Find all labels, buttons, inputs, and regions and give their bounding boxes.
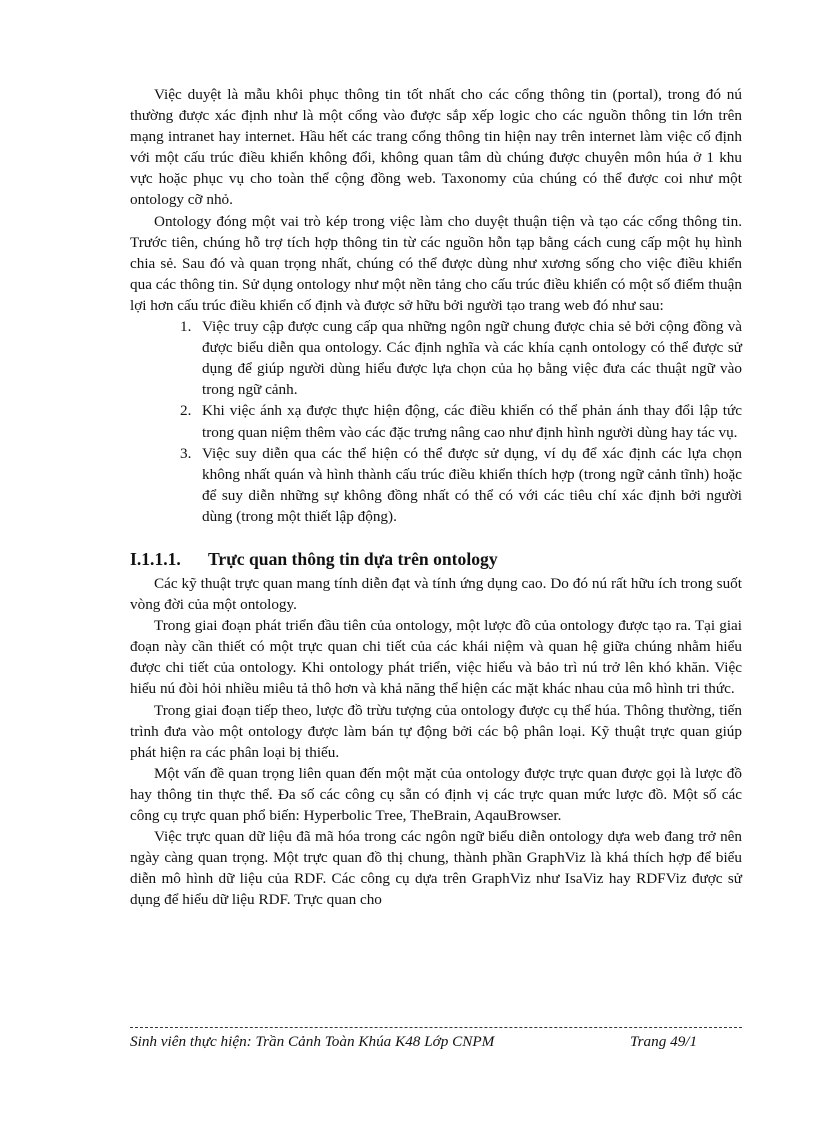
list-item — [130, 316, 742, 400]
section-number: I.1.1.1. — [130, 548, 181, 569]
list-item-text: Khi việc ánh xạ được thực hiện động, các điều khiển có thể phản ánh thay đổi lập tức trong quan niệm thêm vào các đặc trưng nâng cao như định hình người dùng hay tác vụ. — [202, 402, 742, 441]
document-page — [130, 84, 742, 910]
body-paragraph: Trong giai đoạn tiếp theo, lược đồ trừu tượng của ontology được cụ thể húa. Thông thường, tiến trình đưa vào một ontology được làm bán tự động bởi các bộ phân loại. Kỹ thuật trực quan giúp phát hiện ra các phân loại bị thiếu. — [130, 701, 742, 761]
list-item-number: 3. — [180, 444, 192, 462]
footer-author: Sinh viên thực hiện: Trần Cảnh Toàn Khúa K48 Lớp CNPM — [130, 1033, 495, 1050]
footer-page-number: Trang 49/1 — [630, 1033, 698, 1050]
body-paragraph: Một vấn đề quan trọng liên quan đến một mặt của ontology được trực quan được gọi là lược đồ hay thông tin thực thể. Đa số các công cụ sẵn có định vị các trực quan mức lược đồ. Một số các công cụ trực quan phổ biến: Hyperbolic Tree, TheBrain, AqauBrowser. — [130, 764, 742, 824]
section-title: Trực quan thông tin dựa trên ontology — [208, 548, 498, 569]
section-heading — [130, 547, 742, 571]
body-paragraph: Trong giai đoạn phát triển đầu tiên của ontology, một lược đồ của ontology được tạo ra. Tại giai đoạn này cần thiết có một trực quan chi tiết của các khái niệm và quan hệ giữa chúng nhằm hiểu được chi tiết của ontology. Khi ontology phát triển, việc hiểu và bảo trì nú trở lên khó khăn. Việc hiểu nú đòi hỏi nhiều miêu tả thô hơn và khả năng thể hiện các mặt khác nhau của mô hình tri thức. — [130, 617, 742, 698]
list-item-number: 1. — [180, 318, 192, 336]
body-paragraph: Ontology đóng một vai trò kép trong việc làm cho duyệt thuận tiện và tạo các cổng thông tin. Trước tiên, chúng hỗ trợ tích hợp thông tin từ các nguồn hỗn tạp bằng cách cung cấp một hụ hình chia sẻ. Sau đó và quan trọng nhất, chúng có thể được dùng như xương sống cho việc điều khiển qua các thông tin. Sử dụng ontology như một nền tảng cho cấu trúc điều khiển có một số điểm thuận lợi hơn cấu trúc điều khiển cố định và được sở hữu bởi người tạo trang web đó như sau: — [130, 212, 742, 314]
body-paragraph: Việc trực quan dữ liệu đã mã hóa trong các ngôn ngữ biểu diễn ontology dựa web đang trở nên ngày càng quan trọng. Một trực quan đồ thị chung, thành phần GraphViz là khá thích hợp để biểu diễn mô hình dữ liệu của RDF. Các công cụ dựa trên GraphViz như IsaViz hay RDFViz được sử dụng để hiểu dữ liệu RDF. Trực quan cho — [130, 828, 742, 909]
body-paragraph: Các kỹ thuật trực quan mang tính diễn đạt và tính ứng dụng cao. Do đó nú rất hữu ích trong suốt vòng đời của một ontology. — [130, 574, 742, 614]
list-item-text: Việc truy cập được cung cấp qua những ngôn ngữ chung được chia sẻ bởi cộng đồng và được biểu diễn qua ontology. Các định nghĩa và các khía cạnh ontology có thể được sử dụng để giúp người dùng hiểu được lựa chọn của họ bằng việc đưa các thuật ngữ vào trong ngữ cảnh. — [202, 318, 742, 399]
numbered-list — [130, 316, 742, 527]
body-paragraph: Việc duyệt là mẫu khôi phục thông tin tốt nhất cho các cổng thông tin (portal), trong đó nú thường được xác định như là một cổng vào được sắp xếp logic cho các nguồn thông tin lớn trên mạng intranet hay internet. Hầu hết các trang cổng thông tin hiện nay trên internet làm việc cố định với một cấu trúc điều khiển không đổi, không quan tâm dù chúng được chuyên môn húa ở 1 khu vực hoặc phục vụ cho toàn thể cộng đồng web. Taxonomy của chúng có thể được coi như một ontology cỡ nhỏ. — [130, 86, 742, 209]
list-item-text: Việc suy diễn qua các thể hiện có thể được sử dụng, ví dụ để xác định các lựa chọn không nhất quán và hình thành cấu trúc điều khiển thích hợp (trong ngữ cảnh tĩnh) hoặc để suy diễn những sự không đồng nhất có thể có với các tiêu chí xác định bởi người dùng (trong một thiết lập động). — [202, 444, 742, 525]
footer-divider — [130, 1027, 742, 1028]
list-item — [130, 400, 742, 442]
list-item-number: 2. — [180, 402, 192, 420]
list-item — [130, 443, 742, 527]
